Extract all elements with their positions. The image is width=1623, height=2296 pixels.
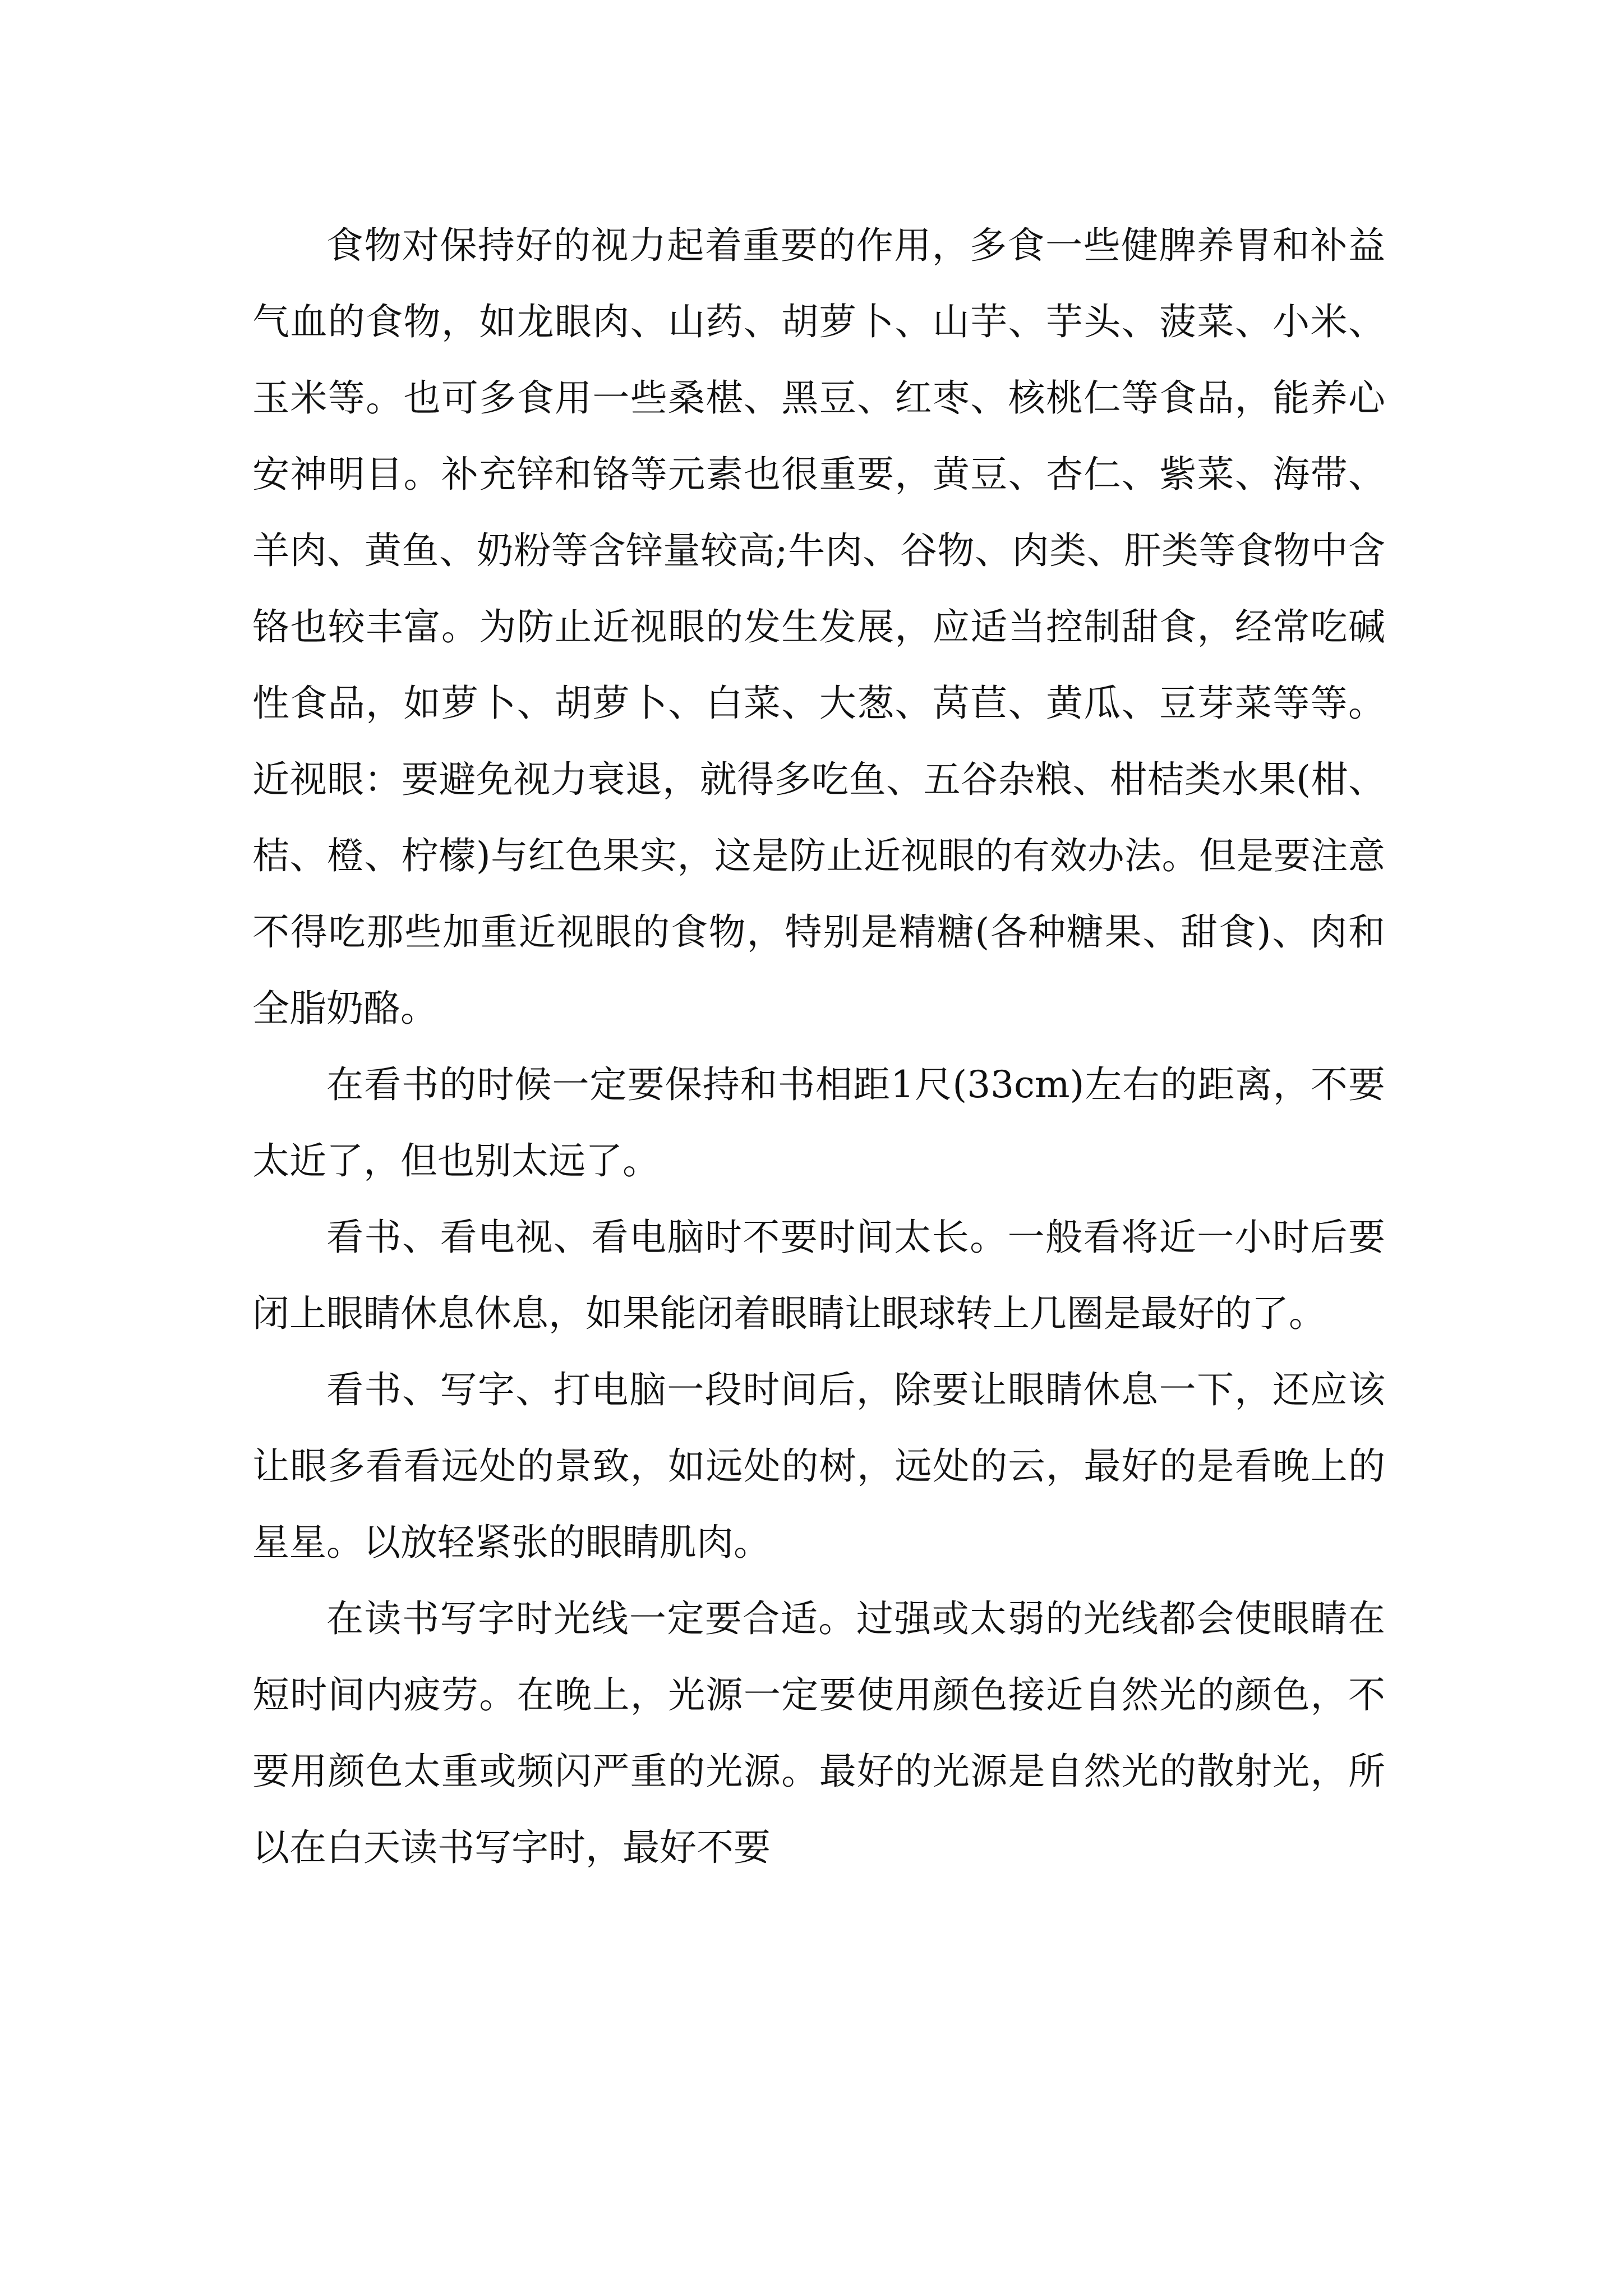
paragraph-look-far: 看书、写字、打电脑一段时间后，除要让眼睛休息一下，还应该让眼多看看远处的景致，如远处的树，远处的云，最好的是看晚上的星星。以放轻紧张的眼睛肌肉。 — [252, 1368, 1385, 1564]
paragraph-lighting: 在读书写字时光线一定要合适。过强或太弱的光线都会使眼睛在短时间内疲劳。在晚上，光源一定要使用颜色接近自然光的颜色，不要用颜色太重或频闪严重的光源。最好的光源是自然光的散射光，所以在白天读书写字时，最好不要 — [252, 1597, 1385, 1869]
paragraph-reading-distance: 在看书的时候一定要保持和书相距1尺(33cm)左右的距离，不要太近了，但也别太远了。 — [252, 1063, 1385, 1182]
document-body — [252, 208, 1385, 1886]
paragraph-diet: 食物对保持好的视力起着重要的作用，多食一些健脾养胃和补益气血的食物，如龙眼肉、山药、胡萝卜、山芋、芋头、菠菜、小米、玉米等。也可多食用一些桑椹、黑豆、红枣、核桃仁等食品，能养心安神明目。补充锌和铬等元素也很重要，黄豆、杏仁、紫菜、海带、羊肉、黄鱼、奶粉等含锌量较高;牛肉、谷物、肉类、肝类等食物中含铬也较丰富。为防止近视眼的发生发展，应适当控制甜食，经常吃碱性食品，如萝卜、胡萝卜、白菜、大葱、莴苣、黄瓜、豆芽菜等等。近视眼：要避免视力衰退，就得多吃鱼、五谷杂粮、柑桔类水果(柑、桔、橙、柠檬)与红色果实，这是防止近视眼的有效办法。但是要注意不得吃那些加重近视眼的食物，特别是精糖(各种糖果、甜食)、肉和全脂奶酪。 — [252, 224, 1385, 1030]
paragraph-screen-time: 看书、看电视、看电脑时不要时间太长。一般看将近一小时后要闭上眼睛休息休息，如果能闭着眼睛让眼球转上几圈是最好的了。 — [252, 1216, 1385, 1335]
